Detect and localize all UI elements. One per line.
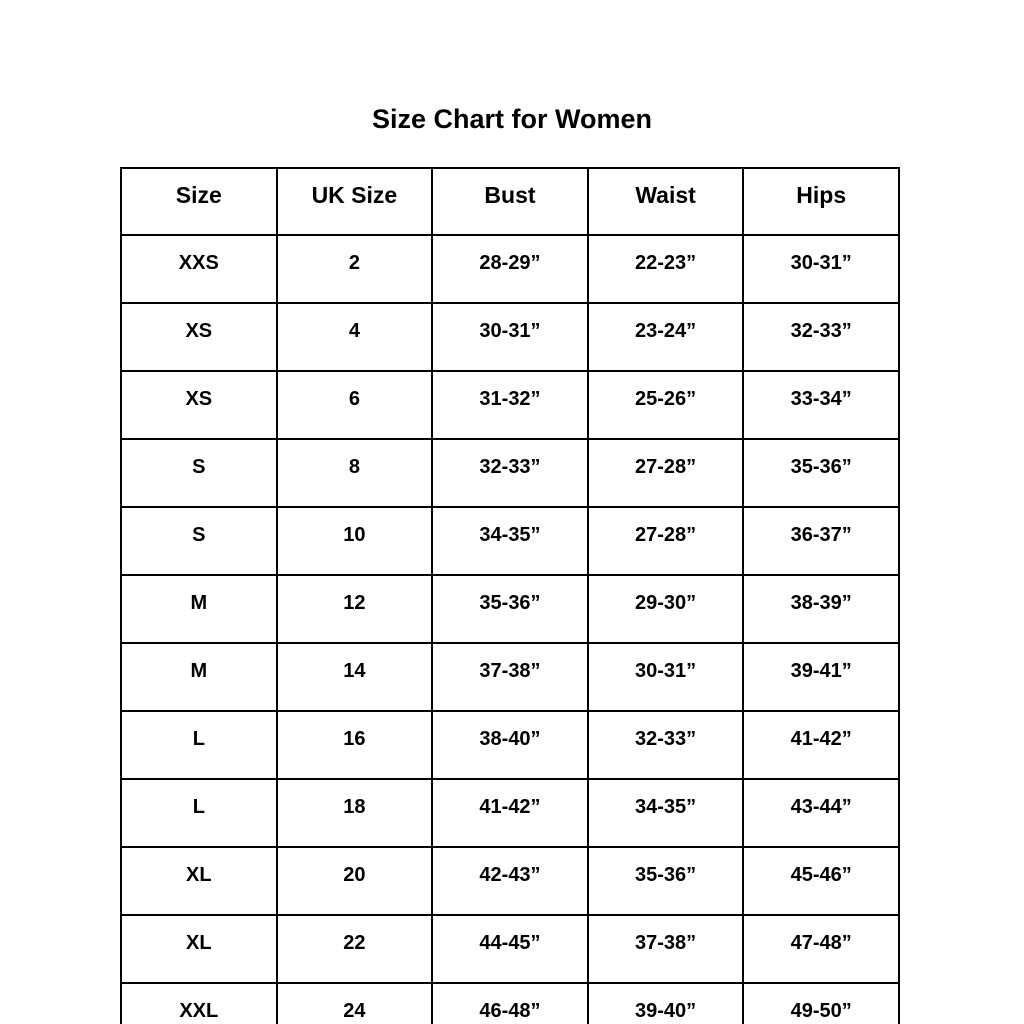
cell-uk-size: 4 [277, 303, 433, 371]
cell-waist: 25-26” [588, 371, 744, 439]
cell-size: XXL [121, 983, 277, 1024]
cell-waist: 22-23” [588, 235, 744, 303]
cell-uk-size: 10 [277, 507, 433, 575]
header-row [121, 168, 899, 235]
table-row [121, 575, 899, 643]
table-row [121, 983, 899, 1024]
table-row [121, 643, 899, 711]
cell-uk-size: 6 [277, 371, 433, 439]
column-header-waist: Waist [588, 168, 744, 235]
column-header-hips: Hips [743, 168, 899, 235]
cell-uk-size: 20 [277, 847, 433, 915]
cell-bust: 42-43” [432, 847, 588, 915]
cell-hips: 43-44” [743, 779, 899, 847]
cell-bust: 44-45” [432, 915, 588, 983]
cell-waist: 29-30” [588, 575, 744, 643]
table-row [121, 371, 899, 439]
cell-hips: 49-50” [743, 983, 899, 1024]
cell-bust: 31-32” [432, 371, 588, 439]
column-header-uk-size: UK Size [277, 168, 433, 235]
cell-hips: 33-34” [743, 371, 899, 439]
cell-bust: 34-35” [432, 507, 588, 575]
table-row [121, 439, 899, 507]
cell-size: M [121, 643, 277, 711]
table-row [121, 847, 899, 915]
cell-waist: 39-40” [588, 983, 744, 1024]
page-title: Size Chart for Women [371, 104, 653, 134]
cell-size: XS [121, 371, 277, 439]
cell-bust: 32-33” [432, 439, 588, 507]
cell-uk-size: 24 [277, 983, 433, 1024]
column-header-bust: Bust [432, 168, 588, 235]
cell-hips: 30-31” [743, 235, 899, 303]
cell-hips: 38-39” [743, 575, 899, 643]
cell-size: L [121, 779, 277, 847]
cell-waist: 30-31” [588, 643, 744, 711]
cell-bust: 46-48” [432, 983, 588, 1024]
cell-waist: 34-35” [588, 779, 744, 847]
cell-uk-size: 14 [277, 643, 433, 711]
size-chart-table [120, 167, 900, 1024]
cell-size: XS [121, 303, 277, 371]
cell-hips: 35-36” [743, 439, 899, 507]
cell-hips: 32-33” [743, 303, 899, 371]
cell-hips: 45-46” [743, 847, 899, 915]
cell-waist: 35-36” [588, 847, 744, 915]
cell-waist: 23-24” [588, 303, 744, 371]
cell-hips: 47-48” [743, 915, 899, 983]
cell-uk-size: 8 [277, 439, 433, 507]
cell-hips: 39-41” [743, 643, 899, 711]
cell-size: XL [121, 847, 277, 915]
cell-bust: 28-29” [432, 235, 588, 303]
cell-size: L [121, 711, 277, 779]
table-row [121, 303, 899, 371]
cell-bust: 35-36” [432, 575, 588, 643]
cell-waist: 27-28” [588, 439, 744, 507]
cell-uk-size: 16 [277, 711, 433, 779]
column-header-size: Size [121, 168, 277, 235]
cell-waist: 37-38” [588, 915, 744, 983]
table-row [121, 915, 899, 983]
cell-uk-size: 12 [277, 575, 433, 643]
cell-uk-size: 18 [277, 779, 433, 847]
cell-uk-size: 2 [277, 235, 433, 303]
cell-waist: 27-28” [588, 507, 744, 575]
cell-bust: 38-40” [432, 711, 588, 779]
table-row [121, 779, 899, 847]
cell-bust: 41-42” [432, 779, 588, 847]
cell-waist: 32-33” [588, 711, 744, 779]
table-row [121, 711, 899, 779]
cell-uk-size: 22 [277, 915, 433, 983]
table-row [121, 507, 899, 575]
cell-size: S [121, 439, 277, 507]
table-row [121, 235, 899, 303]
cell-size: S [121, 507, 277, 575]
cell-size: XL [121, 915, 277, 983]
cell-bust: 37-38” [432, 643, 588, 711]
cell-size: M [121, 575, 277, 643]
cell-hips: 36-37” [743, 507, 899, 575]
cell-hips: 41-42” [743, 711, 899, 779]
cell-bust: 30-31” [432, 303, 588, 371]
cell-size: XXS [121, 235, 277, 303]
